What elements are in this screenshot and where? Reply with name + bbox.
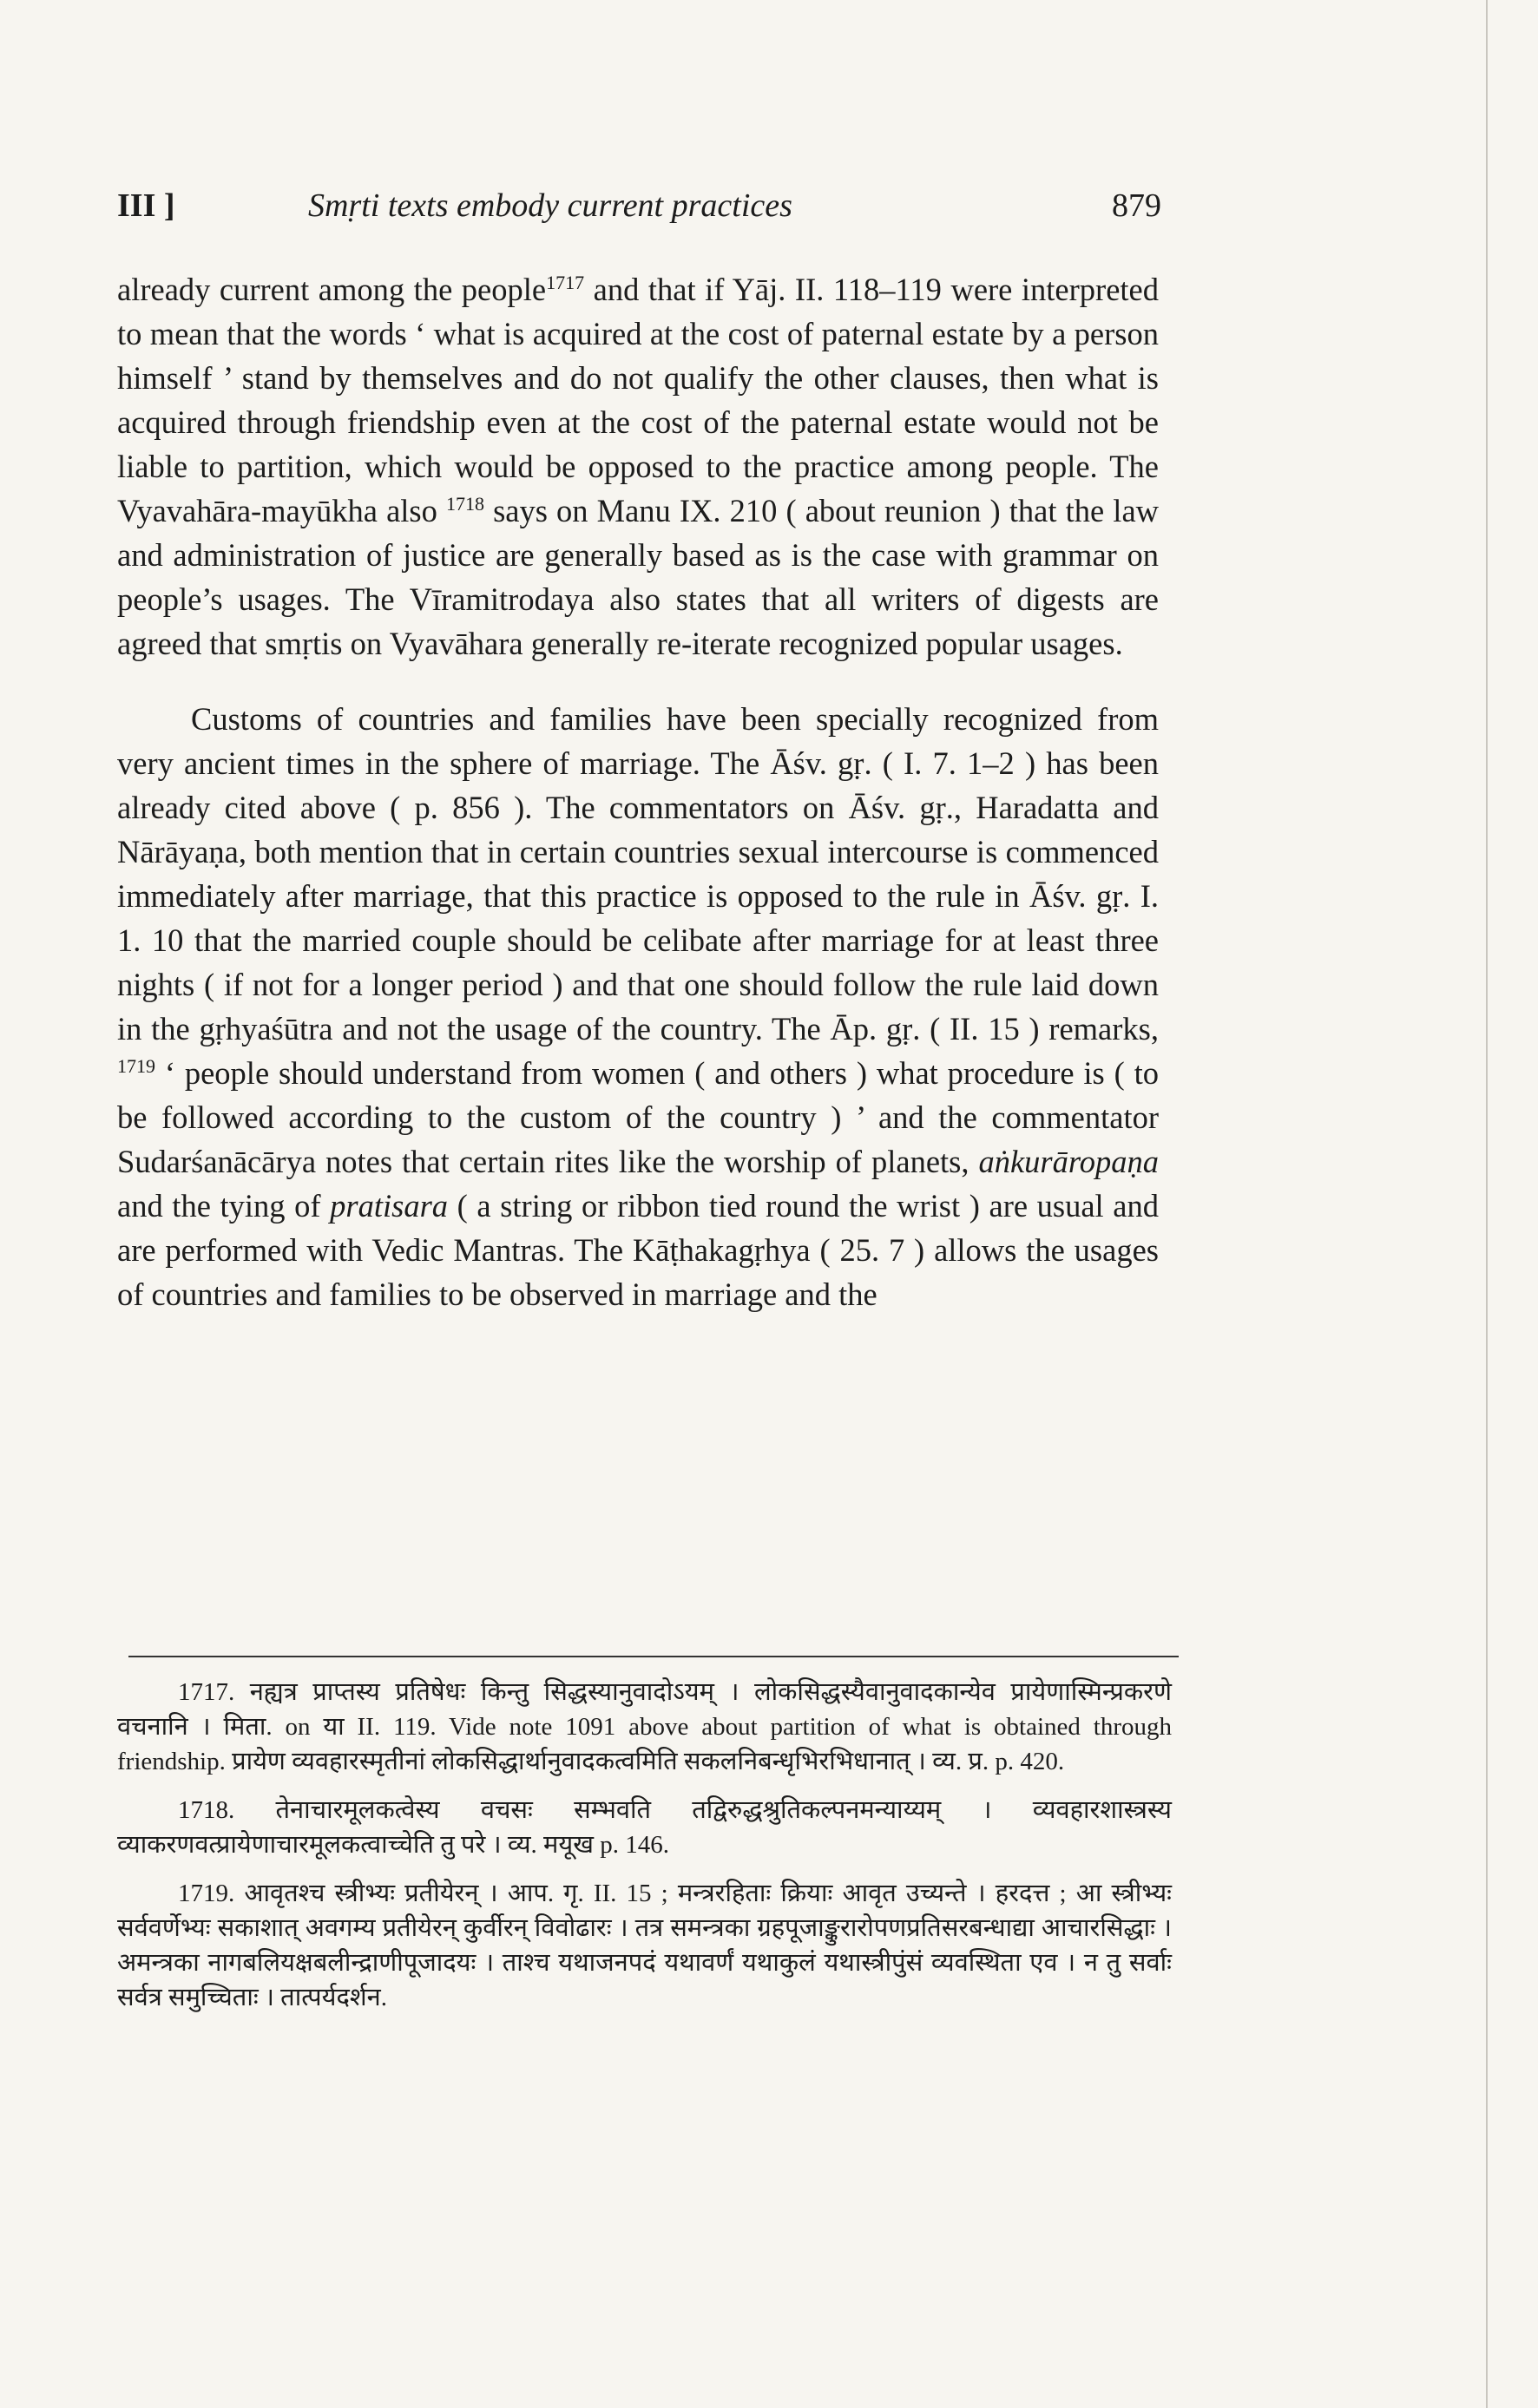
footnote-number: 1719. — [178, 1880, 235, 1907]
footnote-ref-1719: 1719 — [117, 1054, 155, 1077]
footnote-text: तेनाचारमूलकत्वेस्य वचसः सम्भवति तद्विरुद्धश्रुतिकल्पनमन्याय्यम् । व्यवहारशास्त्रस्य व्याकरणवत्प्रायेणाचारमूलकत्वाच्चेति तु परे । व्य. मयूख p. 146. — [117, 1796, 1173, 1859]
footnote-1718 — [117, 1793, 1172, 1862]
text-run: ( a string or ribbon tied round the wrist ) are usual and are performed with Vedic Mantras. The Kāṭhakagṛhya ( 25. 7 ) allows the usages of countries and families to be observed in marriage and the — [117, 1188, 1159, 1312]
paragraph-2 — [117, 697, 1159, 1316]
text-run: and that if Yāj. II. 118–119 were interpreted to mean that the words ‘ what is acquired at the cost of paternal estate by a person himself ’ stand by themselves and do not qualify the other clauses, then what is acquired through friendship even at the cost of the paternal estate would not be liable to partition, which would be opposed to the practice among people. The Vyavahāra-mayūkha also — [117, 272, 1159, 528]
footnote-text: आवृतश्च स्त्रीभ्यः प्रतीयेरन् । आप. गृ. II. 15 ; मन्त्ररहिताः क्रियाः आवृत उच्यन्ते । हरदत्त ; आ स्त्रीभ्यः सर्ववर्णेभ्यः सकाशात् अवगम्य प्रतीयेरन् कुर्वीरन् विवोढारः । तत्र समन्त्रका ग्रहपूजाङ्कुरारोपणप्रतिसरबन्धाद्या आचारसिद्धाः । अमन्त्रका नागबलियक्षबलीन्द्राणीपूजादयः । ताश्च यथाजनपदं यथावर्णं यथाकुलं यथास्त्रीपुंसं व्यवस्थिता एव । न तु सर्वाः सर्वत्र समुच्चिताः । तात्पर्यदर्शन. — [117, 1880, 1172, 2011]
page-number: 879 — [1112, 187, 1161, 224]
text-run: Customs of countries and families have been specially recognized from very ancient times in the sphere of marriage. The Āśv. gṛ. ( I. 7. 1–2 ) has been already cited above ( p. 856 ). The commentators on Āśv. gṛ., Haradatta and Nārāyaṇa, both mention that in certain countries sexual intercourse is commenced immediately after marriage, that this practice is opposed to the rule in Āśv. gṛ. I. 1. 10 that the married couple should be celibate after marriage for at least three nights ( if not for a longer period ) and that one should follow the rule laid down in the gṛhyaśūtra and not the usage of the country. The Āp. gṛ. ( II. 15 ) remarks, — [117, 701, 1159, 1047]
footnote-ref-1717: 1717 — [546, 271, 585, 293]
footnote-1719 — [117, 1876, 1172, 2015]
footnotes — [117, 1675, 1172, 2029]
footnote-separator — [128, 1656, 1179, 1657]
footnote-ref-1718: 1718 — [445, 492, 484, 515]
page-edge-rule — [1486, 0, 1488, 2408]
running-header — [117, 187, 1159, 239]
footnote-text: नह्यत्र प्राप्तस्य प्रतिषेधः किन्तु सिद्धस्यानुवादोऽयम् । लोकसिद्धस्यैवानुवादकान्येव प्रायेणास्मिन्प्रकरणे वचनानि । मिता. on या II. 119. Vide note 1091 above about partition of what is obtained through friendship. प्रायेण व्यवहारस्मृतीनां लोकसिद्धार्थानुवादकत्वमिति सकलनिबन्धृभिरभिधानात् । व्य. प्र. p. 420. — [117, 1678, 1172, 1775]
text-run: and the tying of — [117, 1188, 331, 1224]
footnote-number: 1718. — [178, 1796, 235, 1824]
footnote-1717 — [117, 1675, 1172, 1779]
text-run: says on Manu IX. 210 ( about reunion ) that the law and administration of justice are generally based as is the case with grammar on people’s usages. The Vīramitrodaya also states that all writers of digests are agreed that smṛtis on Vyavāhara generally re-iterate recognized popular usages. — [117, 493, 1159, 661]
body-text — [117, 267, 1159, 1316]
italic-term: pratisara — [330, 1188, 449, 1224]
text-run: ‘ people should understand from women ( and others ) what procedure is ( to be followed according to the custom of the country ) ’ and the commentator Sudarśanācārya notes that certain rites like the worship of planets, — [117, 1055, 1159, 1179]
italic-term: aṅkurāropaṇa — [978, 1144, 1159, 1179]
footnote-number: 1717. — [178, 1678, 235, 1706]
paragraph-1 — [117, 267, 1159, 666]
chapter-marker: III ] — [117, 187, 175, 224]
text-run: already current among the people — [117, 272, 547, 307]
running-title: Smṛti texts embody current practices — [308, 187, 792, 224]
